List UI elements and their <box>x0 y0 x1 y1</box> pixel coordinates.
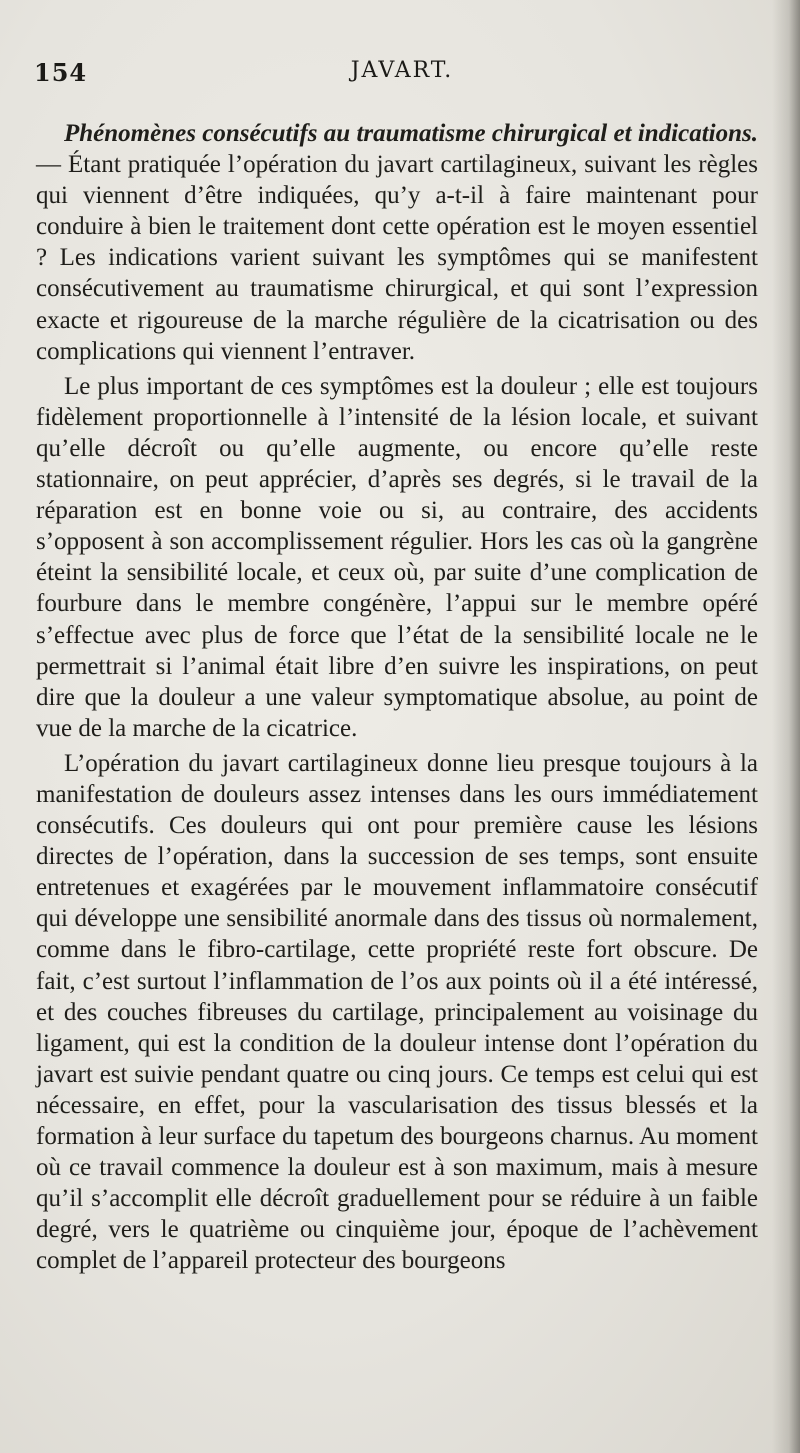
section-title: Phénomènes consécutifs au traumatisme chirurgical et indications. <box>64 120 758 147</box>
running-title: JAVART. <box>350 58 454 83</box>
page-number: 154 <box>34 58 88 87</box>
paragraph-1-text: — Étant pratiquée l’opération du javart cartilagineux, suivant les règles qui viennent d’être indiquées, qu’y a-t-il à faire maintenant pour conduire à bien le traitement dont cette opération est le moyen essentiel ? Les indications varient suivant les symptômes qui se manifestent consécutivement au traumatisme chirurgical, et qui sont l’expression exacte et rigoureuse de la marche régulière de la cicatrisation ou des complications qui viennent l’entraver. <box>36 151 758 365</box>
body-text <box>36 118 758 1276</box>
page-header <box>34 58 770 94</box>
paragraph-2: Le plus important de ces symptômes est la douleur ; elle est toujours fidèlement proportionnelle à l’intensité de la lésion locale, et suivant qu’elle décroît ou qu’elle augmente, ou encore qu’elle reste stationnaire, on peut apprécier, d’après ses degrés, si le travail de la réparation est en bonne voie ou si, au contraire, des accidents s’opposent à son accomplissement régulier. Hors les cas où la gangrène éteint la sensibilité locale, et ceux où, par suite d’une complication de fourbure dans le membre congénère, l’appui sur le membre opéré s’effectue avec plus de force que l’état de la sensibilité locale ne le permettrait si l’animal était libre d’en suivre les inspirations, on peut dire que la douleur a une valeur symptomatique absolue, au point de vue de la marche de la cicatrice. <box>36 372 758 742</box>
page-gutter-shadow <box>772 0 800 1453</box>
paragraph-3: L’opération du javart cartilagineux donne lieu presque toujours à la manifestation de douleurs assez intenses dans les ours immédiatement consécutifs. Ces douleurs qui ont pour première cause les lésions directes de l’opération, dans la succession de ses temps, sont ensuite entretenues et exagérées par le mouvement inflammatoire consécutif qui développe une sensibilité anormale dans des tissus où normalement, comme dans le fibro-cartilage, cette propriété reste fort obscure. De fait, c’est surtout l’inflammation de l’os aux points où il a été intéressé, et des couches fibreuses du cartilage, principalement au voisinage du ligament, qui est la condition de la douleur intense dont l’opération du javart est suivie pendant quatre ou cinq jours. Ce temps est celui qui est nécessaire, en effet, pour la vascularisation des tissus blessés et la formation à leur surface du tapetum des bourgeons charnus. Au moment où ce travail commence la douleur est à son maximum, mais à mesure qu’il s’accomplit elle décroît graduellement pour se réduire à un faible degré, vers le quatrième ou cinquième jour, époque de l’achèvement complet de l’appareil protecteur des bourgeons <box>36 749 758 1275</box>
paragraph-1 <box>36 118 758 367</box>
